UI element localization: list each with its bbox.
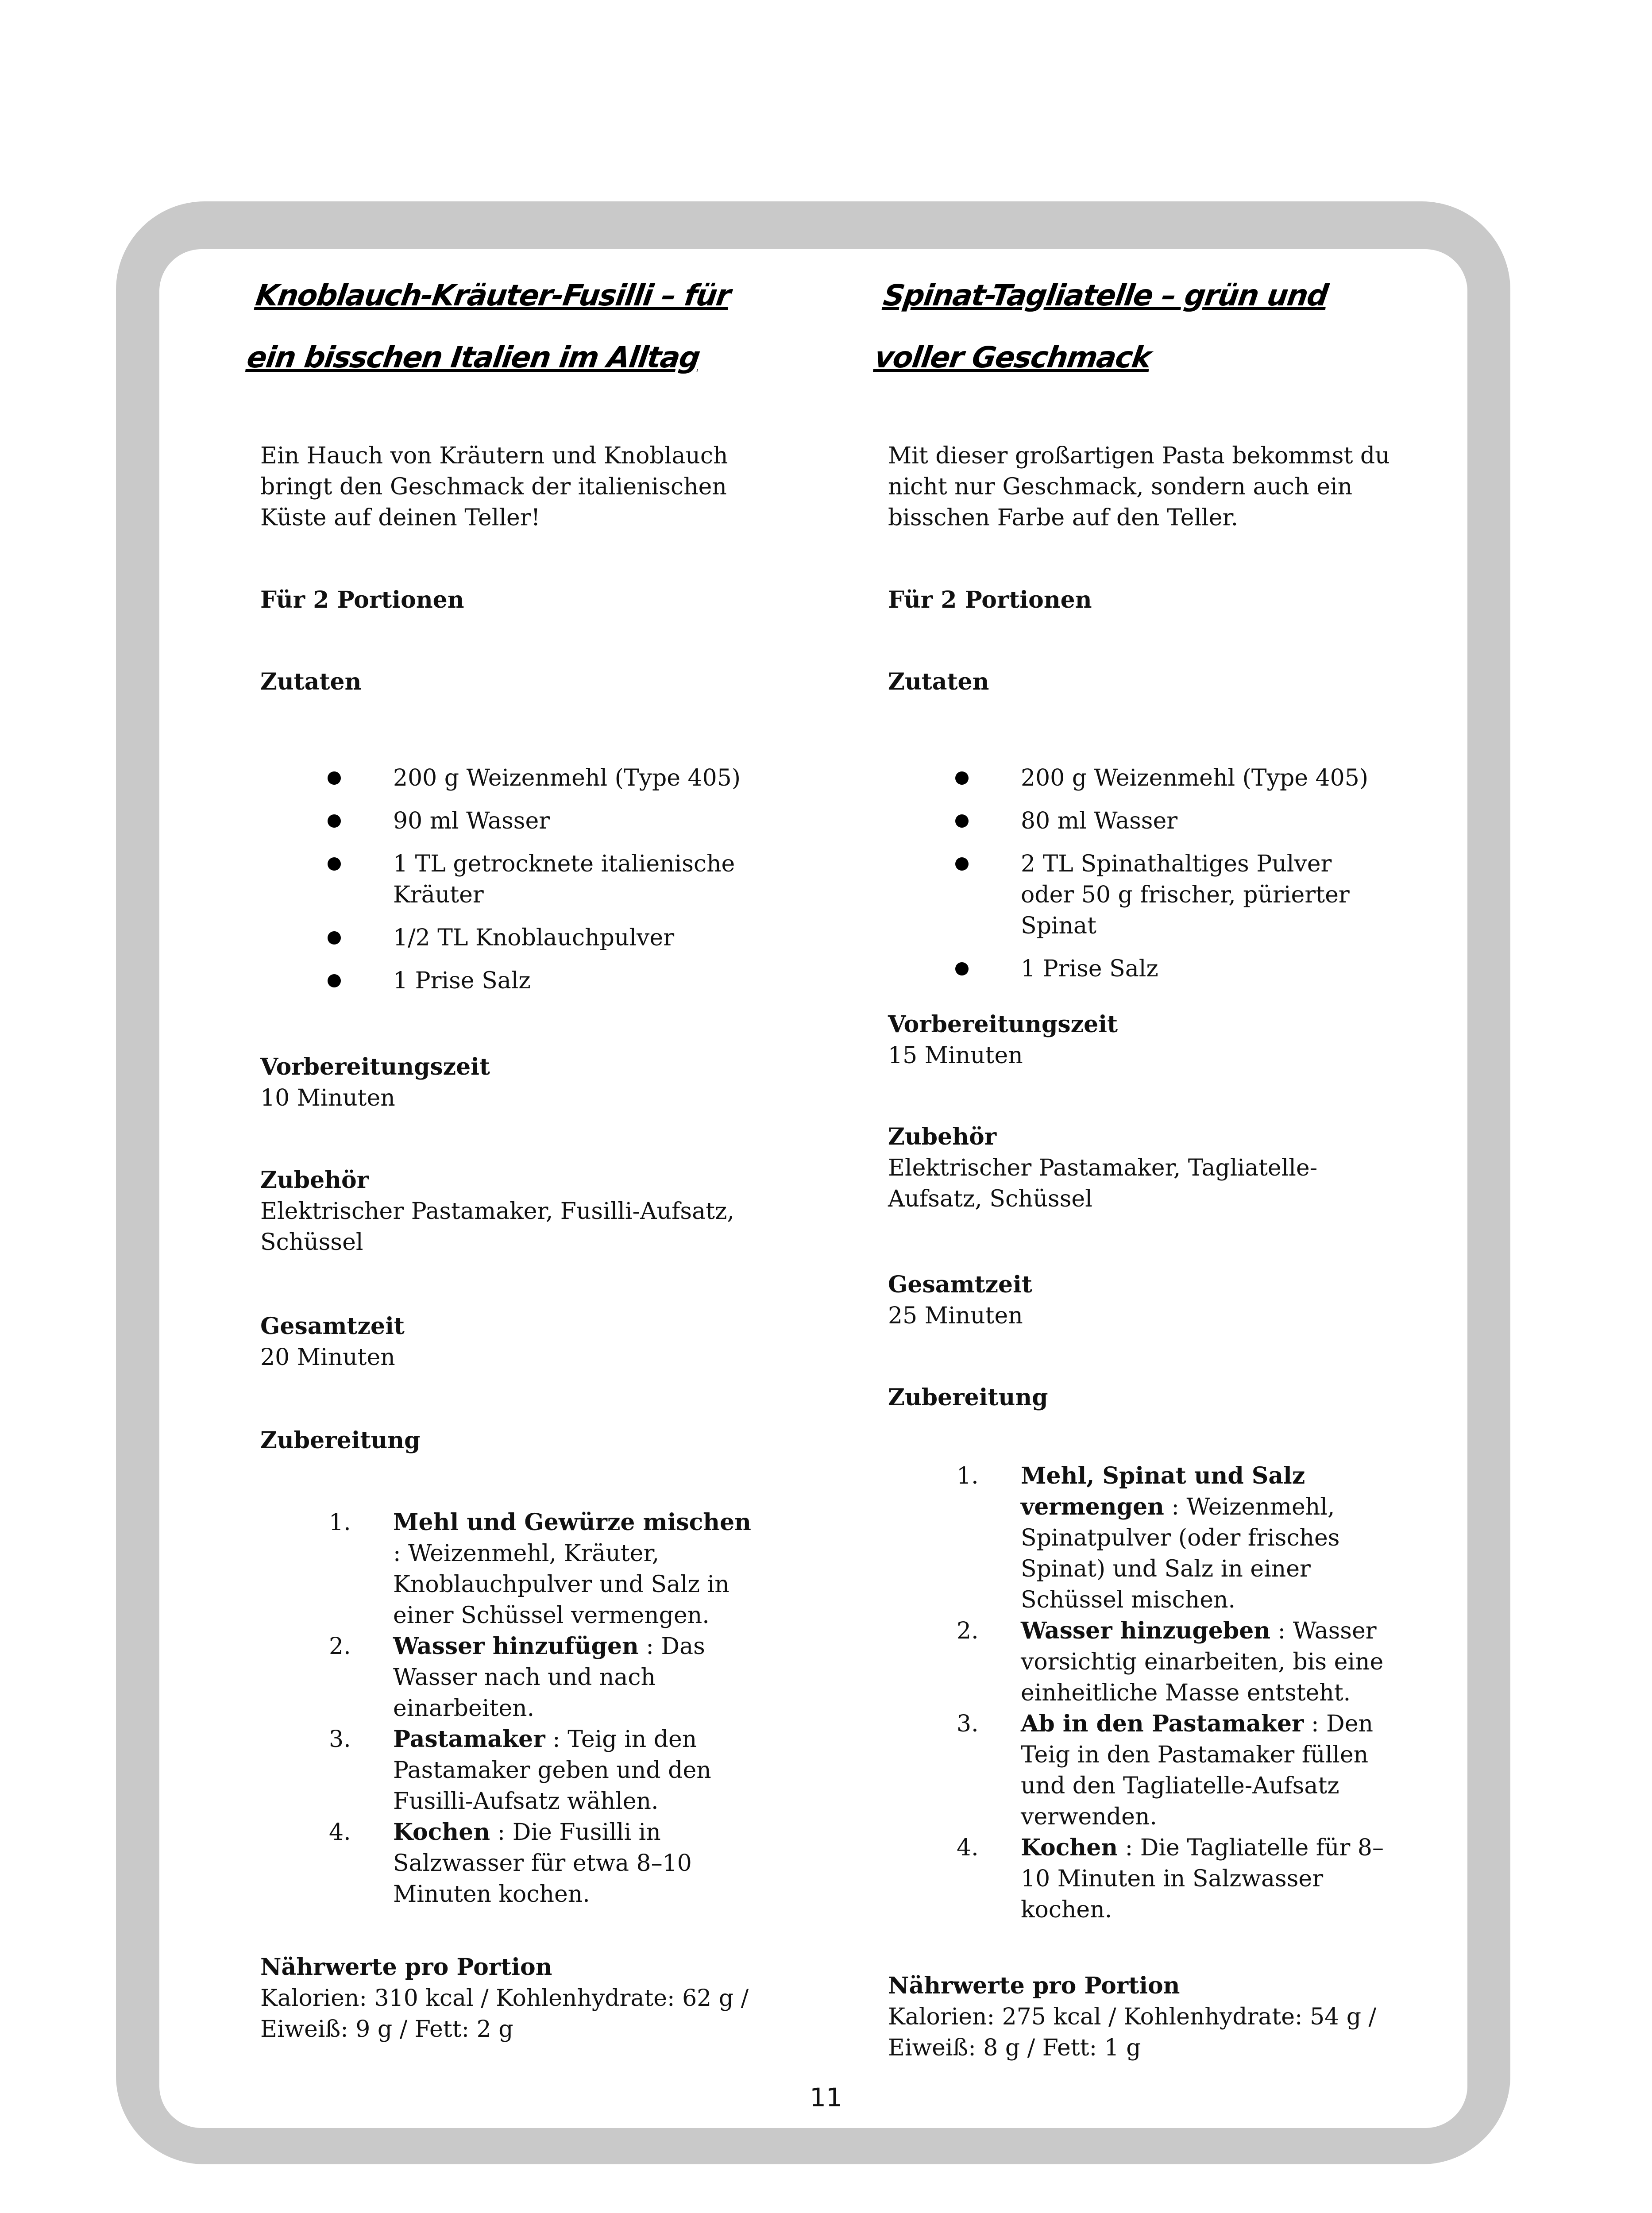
prep-time-value: 15 Minuten — [888, 1042, 1023, 1069]
recipe-title: Spinat-Tagliatelle – grün und voller Geschmack — [872, 278, 1330, 374]
step-item: 3. Ab in den Pastamaker : Den Teig in den Pastamaker füllen und den Tagliatelle-Aufsatz verwenden. — [957, 1710, 1373, 1830]
bullet-icon — [328, 931, 341, 945]
portions-label: Für 2 Portionen — [888, 586, 1092, 613]
page-number: 11 — [810, 2082, 842, 2113]
ingredient-item: 200 g Weizenmehl (Type 405) — [888, 763, 1384, 794]
bullet-icon — [328, 974, 341, 987]
prep-time — [888, 1009, 1393, 1071]
ingredients-heading: Zutaten — [260, 668, 362, 695]
recipe-title: Knoblauch-Kräuter-Fusilli – für ein bisschen Italien im Alltag — [245, 278, 733, 374]
total-time-heading: Gesamtzeit — [888, 1271, 1032, 1298]
prep-time-value: 10 Minuten — [260, 1085, 395, 1111]
nutrition-value: Kalorien: 310 kcal / Kohlenhydrate: 62 g / Eiweiß: 9 g / Fett: 2 g — [260, 1985, 749, 2043]
total-time-value: 20 Minuten — [260, 1344, 395, 1371]
bullet-icon — [328, 814, 341, 828]
method-heading: Zubereitung — [260, 1427, 421, 1454]
tools-value: Elektrischer Pastamaker, Fusilli-Aufsatz, Schüssel — [260, 1198, 734, 1256]
bullet-icon — [955, 771, 969, 785]
portions-label: Für 2 Portionen — [260, 586, 464, 613]
tools-heading: Zubehör — [888, 1123, 997, 1150]
tools-value: Elektrischer Pastamaker, Tagliatelle-Aufsatz, Schüssel — [888, 1155, 1318, 1212]
ingredients-list — [260, 763, 756, 1008]
step-item: 1. Mehl und Gewürze mischen : Weizenmehl, Kräuter, Knoblauchpulver und Salz in einer Schüssel vermengen. — [329, 1509, 751, 1629]
bullet-icon — [955, 814, 969, 828]
tools — [260, 1165, 765, 1258]
nutrition — [260, 1952, 765, 2045]
ingredient-item: 200 g Weizenmehl (Type 405) — [260, 763, 756, 794]
step-item: 1. Mehl, Spinat und Salz vermengen : Weizenmehl, Spinatpulver (oder frisches Spinat) und Salz in einer Schüssel mischen. — [957, 1462, 1340, 1613]
total-time-value: 25 Minuten — [888, 1303, 1023, 1329]
recipe-intro: Mit dieser großartigen Pasta bekommst du nicht nur Geschmack, sondern auch ein bisschen Farbe auf den Teller. — [888, 443, 1390, 531]
step-item: 2. Wasser hinzugeben : Wasser vorsichtig einarbeiten, bis eine einheitliche Masse entsteht. — [957, 1617, 1384, 1706]
ingredient-item: 80 ml Wasser — [888, 806, 1384, 837]
step-item: 4. Kochen : Die Fusilli in Salzwasser für etwa 8–10 Minuten kochen. — [329, 1819, 692, 1908]
ingredient-item: 1/2 TL Knoblauchpulver — [260, 922, 756, 953]
method-heading: Zubereitung — [888, 1384, 1048, 1411]
nutrition-heading: Nährwerte pro Portion — [260, 1954, 552, 1981]
bullet-icon — [328, 857, 341, 871]
total-time — [888, 1269, 1393, 1331]
nutrition — [888, 1970, 1393, 2063]
prep-time-heading: Vorbereitungszeit — [260, 1053, 490, 1080]
total-time-heading: Gesamtzeit — [260, 1313, 405, 1340]
prep-time — [260, 1052, 765, 1114]
ingredient-item: 1 Prise Salz — [888, 953, 1384, 984]
bullet-icon — [955, 857, 969, 871]
ingredient-item: 1 Prise Salz — [260, 965, 756, 996]
steps-list — [888, 1461, 1384, 1925]
total-time — [260, 1311, 765, 1373]
steps-list — [260, 1507, 756, 1910]
prep-time-heading: Vorbereitungszeit — [888, 1011, 1118, 1038]
tools-heading: Zubehör — [260, 1167, 369, 1194]
step-item: 4. Kochen : Die Tagliatelle für 8–10 Minuten in Salzwasser kochen. — [957, 1834, 1384, 1923]
bullet-icon — [328, 771, 341, 785]
ingredient-item: 2 TL Spinathaltiges Pulver oder 50 g frischer, pürierter Spinat — [888, 848, 1384, 941]
step-item: 3. Pastamaker : Teig in den Pastamaker geben und den Fusilli-Aufsatz wählen. — [329, 1726, 711, 1815]
ingredients-list — [888, 763, 1384, 996]
ingredient-item: 90 ml Wasser — [260, 806, 756, 837]
bullet-icon — [955, 962, 969, 975]
ingredient-item: 1 TL getrocknete italienische Kräuter — [260, 848, 756, 910]
recipe-intro: Ein Hauch von Kräutern und Knoblauch bringt den Geschmack der italienischen Küste auf deinen Teller! — [260, 443, 728, 531]
nutrition-value: Kalorien: 275 kcal / Kohlenhydrate: 54 g / Eiweiß: 8 g / Fett: 1 g — [888, 2004, 1377, 2061]
step-item: 2. Wasser hinzufügen : Das Wasser nach und nach einarbeiten. — [329, 1633, 705, 1722]
nutrition-heading: Nährwerte pro Portion — [888, 1972, 1180, 1999]
tools — [888, 1122, 1393, 1214]
ingredients-heading: Zutaten — [888, 668, 989, 695]
